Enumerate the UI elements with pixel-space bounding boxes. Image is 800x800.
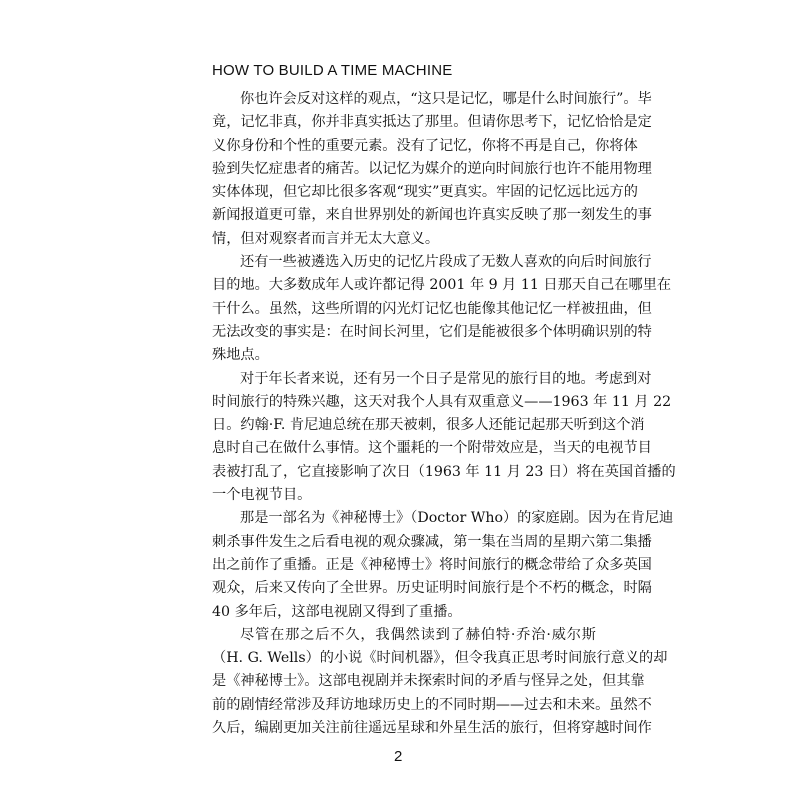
text-line: 日。约翰·F. 肯尼迪总统在那天被刺，很多人还能记起那天听到这个消: [212, 417, 645, 434]
text-line: 还有一些被遴选入历史的记忆片段成了无数人喜欢的向后时间旅行: [240, 254, 652, 271]
page-number: 2: [394, 748, 403, 765]
text-line: 刺杀事件发生之后看电视的观众骤减，第一集在当周的星期六第二集播: [212, 533, 652, 550]
text-line: 无法改变的事实是：在时间长河里，它们是能被很多个体明确识别的特: [212, 323, 652, 340]
body-text: [212, 88, 676, 740]
text-line: 时间旅行的特殊兴趣，这天对我个人具有双重意义——1963 年 11 月 22: [212, 393, 672, 410]
running-header: HOW TO BUILD A TIME MACHINE: [212, 62, 453, 79]
text-line: 竟，记忆非真，你并非真实抵达了那里。但请你思考下，记忆恰恰是定: [212, 114, 652, 131]
paragraph: [212, 88, 652, 251]
text-line: 那是一部名为《神秘博士》（Doctor Who）的家庭剧。因为在肯尼迪: [240, 510, 674, 527]
paragraph: [212, 251, 672, 367]
text-line: 新闻报道更可靠，来自世界别处的新闻也许真实反映了那一刻发生的事: [212, 207, 652, 224]
text-line: 一个电视节目。: [212, 487, 312, 504]
text-line: 出之前作了重播。正是《神秘博士》将时间旅行的概念带给了众多英国: [212, 556, 652, 573]
text-line: 你也许会反对这样的观点，“这只是记忆，哪是什么时间旅行”。毕: [240, 91, 652, 107]
text-line: 久后，编剧更加关注前往遥远星球和外星生活的旅行，但将穿越时间作: [212, 720, 652, 737]
paragraph: [212, 507, 674, 623]
text-line: 尽管在那之后不久，我偶然读到了赫伯特·乔治·威尔斯: [240, 626, 596, 643]
text-line: 干什么。虽然，这些所谓的闪光灯记忆也能像其他记忆一样被扭曲，但: [212, 300, 652, 317]
text-line: 实体体现，但它却比很多客观“现实”更真实。牢固的记忆远比远方的: [212, 184, 638, 201]
text-line: 殊地点。: [212, 347, 269, 364]
text-line: 40 多年后，这部电视剧又得到了重播。: [212, 603, 462, 620]
text-line: （H. G. Wells）的小说《时间机器》，但令我真正思考时间旅行意义的却: [212, 650, 668, 667]
text-line: 义你身份和个性的重要元素。没有了记忆，你将不再是自己，你将体: [212, 137, 638, 154]
text-line: 目的地。大多数成年人或许都记得 2001 年 9 月 11 日那天自己在哪里在: [212, 277, 672, 294]
text-line: 观众，后来又传向了全世界。历史证明时间旅行是个不朽的概念，时隔: [212, 580, 652, 597]
text-line: 情，但对观察者而言并无太大意义。: [212, 230, 440, 247]
text-line: 是《神秘博士》。这部电视剧并未探索时间的矛盾与怪异之处，但其靠: [212, 673, 645, 690]
text-line: 前的剧情经常涉及拜访地球历史上的不同时期——过去和未来。虽然不: [212, 696, 652, 713]
text-line: 对于年长者来说，还有另一个日子是常见的旅行目的地。考虑到对: [240, 370, 652, 387]
text-line: 息时自己在做什么事情。这个噩耗的一个附带效应是，当天的电视节目: [212, 440, 652, 457]
paragraph: [212, 368, 676, 508]
text-line: 表被打乱了，它直接影响了次日（1963 年 11 月 23 日）将在英国首播的: [212, 463, 676, 480]
paragraph: [212, 624, 668, 740]
text-line: 验到失忆症患者的痛苦。以记忆为媒介的逆向时间旅行也许不能用物理: [212, 160, 652, 177]
